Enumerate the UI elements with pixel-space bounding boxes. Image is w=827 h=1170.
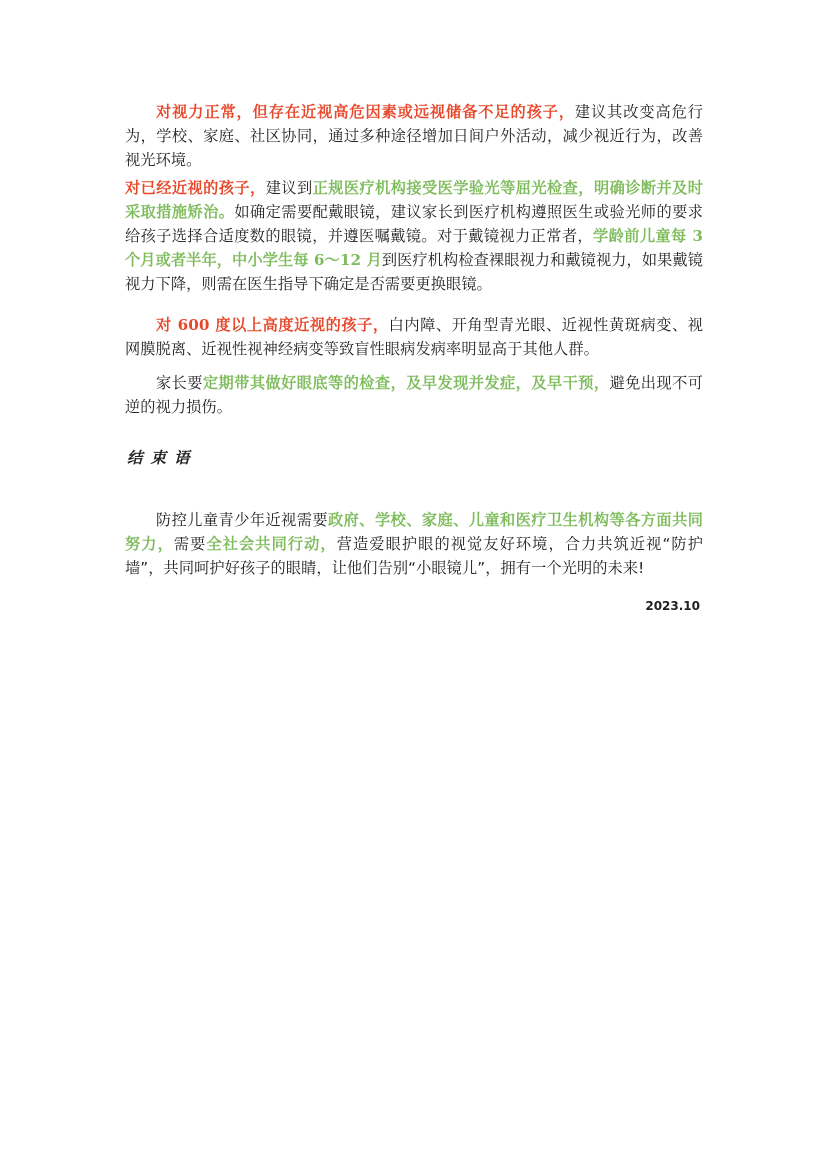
paragraph-parents [125,371,703,419]
highlight-normal-vision: 对视力正常，但存在近视高危因素或远视储备不足的孩子， [156,103,575,121]
paragraph-text: 白内障、开角型青光眼、近视性黄斑病变、视网膜脱离、近视性视神经病变等致盲性眼病发病率明显高于其他人群。 [125,316,704,358]
paragraph-text: 家长要 [156,374,203,392]
paragraph-text: 到医疗机构检查裸眼视力和戴镜视力，如果戴镜视力下降，则需在医生指导下确定是否需要更换眼镜。 [125,251,703,293]
document-date: 2023.10 [645,599,700,613]
paragraph-text: 避免出现不可逆的视力损伤。 [125,374,703,416]
highlight-check-frequency: 学龄前儿童每 3 个月或者半年，中小学生每 6～12 月 [125,227,704,269]
highlight-high-myopia: 对 600 度以上高度近视的孩子， [156,316,389,334]
paragraph-text: 需要 [173,535,207,553]
highlight-fundus-check: 定期带其做好眼底等的检查，及早发现并发症，及早干预， [202,374,610,392]
section-heading-conclusion: 结束语 [127,448,198,467]
paragraph-text: 建议到 [265,179,313,197]
paragraph-conclusion [125,508,703,580]
highlight-regular-hospital: 正规医疗机构接受医学验光等屈光检查，明确诊断并及时采取措施矫治。 [125,179,704,221]
highlight-joint-effort: 政府、学校、家庭、儿童和医疗卫生机构等各方面共同努力， [125,511,703,553]
paragraph-normal-vision [125,100,703,172]
paragraph-text: 防控儿童青少年近视需要 [156,511,329,529]
highlight-whole-society: 全社会共同行动， [206,535,337,553]
paragraph-text: 如确定需要配戴眼镜，建议家长到医疗机构遵照医生或验光师的要求给孩子选择合适度数的眼镜，并遵医嘱戴镜。对于戴镜视力正常者， [125,203,704,245]
paragraph-text: 营造爱眼护眼的视觉友好环境，合力共筑近视“防护墙”，共同呵护好孩子的眼睛，让他们告别“小眼镜儿”，拥有一个光明的未来! [125,535,703,577]
paragraph-myopic-children [125,176,703,296]
paragraph-text: 建议其改变高危行为，学校、家庭、社区协同，通过多种途径增加日间户外活动，减少视近行为，改善视光环境。 [125,103,703,169]
highlight-myopic-children: 对已经近视的孩子， [125,179,266,197]
paragraph-high-myopia [125,313,703,361]
